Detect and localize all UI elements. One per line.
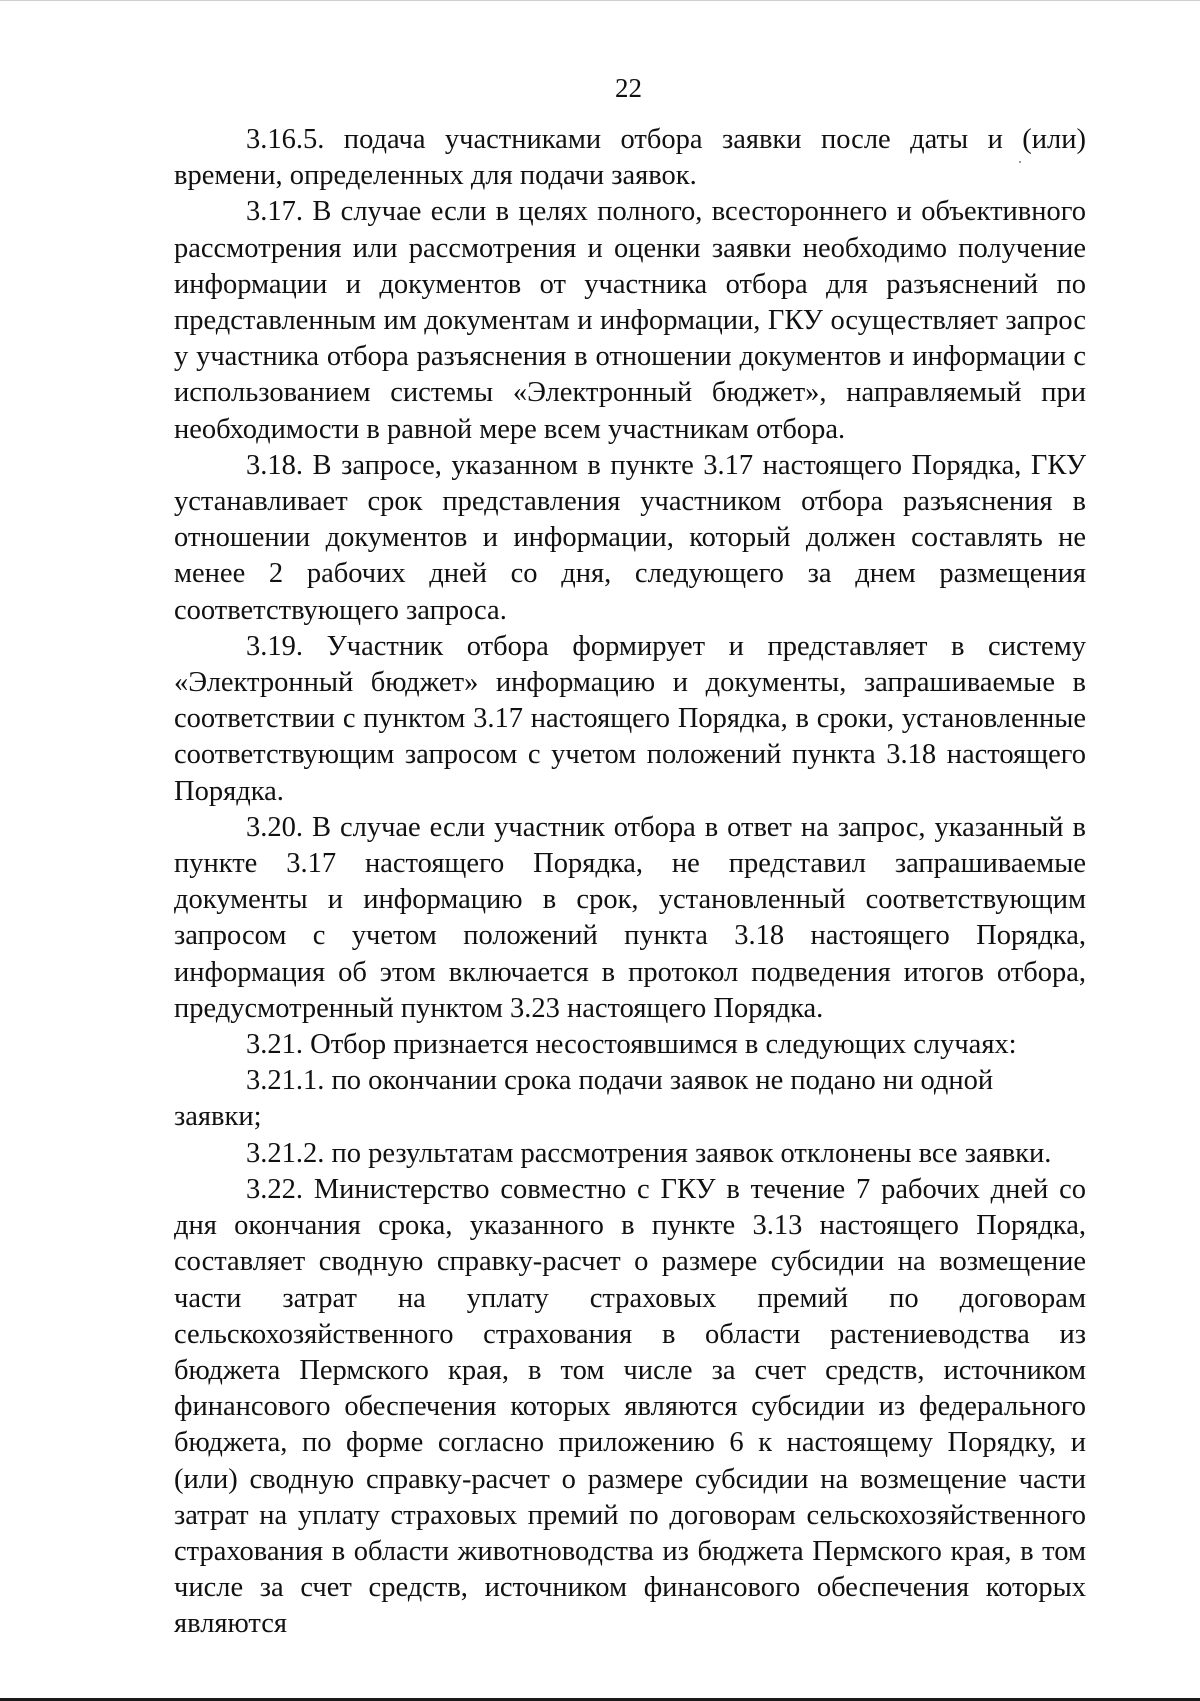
paragraph-3-16-5: 3.16.5. подача участниками отбора заявки после даты и (или) времени, определенных для подачи заявок.	[174, 124, 1086, 192]
paragraph-3-20: 3.20. В случае если участник отбора в ответ на запрос, указанный в пункте 3.17 настоящего Порядка, не представил запрашиваемые документы и информацию в срок, установленный соответствующим запросом с учетом положений пункта 3.18 настоящего Порядка, информация об этом включается в протокол подведения итогов отбора, предусмотренный пунктом 3.23 настоящего Порядка.	[174, 811, 1086, 1024]
document-body	[174, 122, 1086, 1643]
page-number: 22	[615, 73, 642, 103]
paragraph-3-22: 3.22. Министерство совместно с ГКУ в течение 7 рабочих дней со дня окончания срока, указанного в пункте 3.13 настоящего Порядка, составляет сводную справку-расчет о размере субсидии на возмещение части затрат на уплату страховых премий по договорам сельскохозяйственного страхования в области растениеводства из бюджета Пермского края, в том числе за счет средств, источником финансового обеспечения которых являются субсидии из федерального бюджета, по форме согласно приложению 6 к настоящему Порядку, и (или) сводную справку-расчет о размере субсидии на возмещение части затрат на уплату страховых премий по договорам сельскохозяйственного страхования в области животноводства из бюджета Пермского края, в том числе за счет средств, источником финансового обеспечения которых являются	[174, 1173, 1086, 1640]
paragraph-3-19: 3.19. Участник отбора формирует и представляет в систему «Электронный бюджет» информацию и документы, запрашиваемые в соответствии с пунктом 3.17 настоящего Порядка, в сроки, установленные соответствующим запросом с учетом положений пункта 3.18 настоящего Порядка.	[174, 630, 1086, 807]
paragraph-3-21-2: 3.21.2. по результатам рассмотрения заявок отклонены все заявки.	[246, 1137, 1052, 1169]
paragraph-3-18: 3.18. В запросе, указанном в пункте 3.17 настоящего Порядка, ГКУ устанавливает срок представления участником отбора разъяснения в отношении документов и информации, который должен составлять не менее 2 рабочих дней со дня, следующего за днем размещения соответствующего запроса.	[174, 449, 1086, 626]
paragraph-3-21-1: 3.21.1. по окончании срока подачи заявок не подано ни одной заявки;	[174, 1065, 994, 1133]
paragraph-3-21: 3.21. Отбор признается несостоявшимся в следующих случаях:	[246, 1029, 1017, 1061]
paragraph-3-17: 3.17. В случае если в целях полного, всестороннего и объективного рассмотрения или рассмотрения и оценки заявки необходимо получение информации и документов от участника отбора для разъяснений по представленным им документам и информации, ГКУ осуществляет запрос у участника отбора разъяснения в отношении документов и информации с использованием системы «Электронный бюджет», направляемый при необходимости в равной мере всем участникам отбора.	[174, 196, 1086, 445]
